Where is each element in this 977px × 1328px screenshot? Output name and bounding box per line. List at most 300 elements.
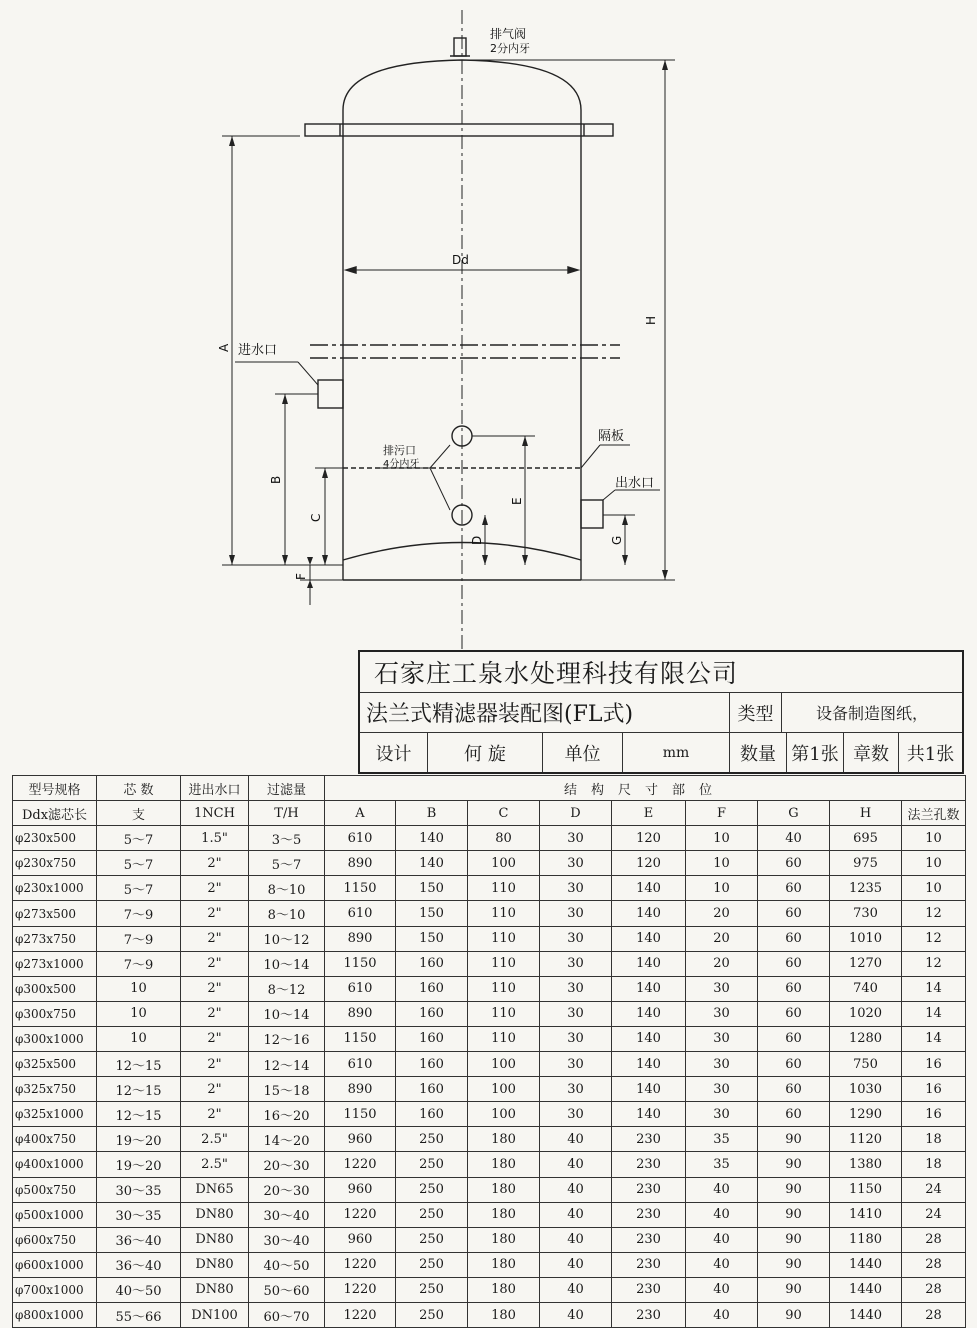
table-cell: 180 bbox=[468, 1252, 540, 1277]
table-cell: 140 bbox=[612, 1001, 686, 1026]
table-row bbox=[13, 1001, 966, 1026]
table-cell: 40 bbox=[686, 1277, 758, 1302]
table-cell: 2" bbox=[181, 851, 249, 876]
table-row bbox=[13, 1252, 966, 1277]
table-cell: 250 bbox=[396, 1227, 468, 1252]
table-cell: 890 bbox=[325, 926, 396, 951]
table-cell: 1220 bbox=[325, 1252, 396, 1277]
table-cell: 12～15 bbox=[97, 1077, 181, 1102]
inlet-label: 进水口 bbox=[238, 343, 278, 358]
table-cell: 30 bbox=[686, 1077, 758, 1102]
table-cell: 12～14 bbox=[249, 1052, 325, 1077]
header-cores: 芯 数 bbox=[97, 776, 181, 801]
table-cell: 730 bbox=[830, 901, 902, 926]
table-cell: 180 bbox=[468, 1127, 540, 1152]
table-cell: 90 bbox=[758, 1277, 830, 1302]
table-cell: 16 bbox=[902, 1077, 966, 1102]
table-cell: 250 bbox=[396, 1127, 468, 1152]
table-cell: 40 bbox=[686, 1202, 758, 1227]
table-cell: 2.5" bbox=[181, 1152, 249, 1177]
table-cell: 28 bbox=[902, 1252, 966, 1277]
table-cell: 12～15 bbox=[97, 1102, 181, 1127]
model-cell: φ325x500 bbox=[13, 1052, 97, 1077]
header-col: 法兰孔数 bbox=[902, 801, 966, 826]
table-cell: 5～7 bbox=[97, 851, 181, 876]
unit-label: 单位 bbox=[543, 733, 623, 772]
table-cell: 7～9 bbox=[97, 901, 181, 926]
table-cell: 140 bbox=[612, 951, 686, 976]
table-cell: DN80 bbox=[181, 1227, 249, 1252]
table-cell: 19～20 bbox=[97, 1152, 181, 1177]
table-cell: 140 bbox=[612, 976, 686, 1001]
table-cell: 30 bbox=[686, 976, 758, 1001]
table-cell: 230 bbox=[612, 1302, 686, 1327]
table-cell: 110 bbox=[468, 926, 540, 951]
table-cell: 30～35 bbox=[97, 1177, 181, 1202]
table-cell: 610 bbox=[325, 976, 396, 1001]
model-cell: φ700x1000 bbox=[13, 1277, 97, 1302]
table-row bbox=[13, 976, 966, 1001]
table-cell: 1410 bbox=[830, 1202, 902, 1227]
model-cell: φ400x750 bbox=[13, 1127, 97, 1152]
table-cell: 230 bbox=[612, 1277, 686, 1302]
table-cell: 230 bbox=[612, 1252, 686, 1277]
table-cell: 2" bbox=[181, 926, 249, 951]
table-cell: 695 bbox=[830, 826, 902, 851]
table-cell: 90 bbox=[758, 1202, 830, 1227]
model-cell: φ325x750 bbox=[13, 1077, 97, 1102]
table-cell: 90 bbox=[758, 1177, 830, 1202]
table-cell: 3～5 bbox=[249, 826, 325, 851]
table-cell: 110 bbox=[468, 951, 540, 976]
table-cell: 100 bbox=[468, 1077, 540, 1102]
table-cell: 150 bbox=[396, 901, 468, 926]
table-cell: 30 bbox=[540, 901, 612, 926]
header-col: Ddx滤芯长 bbox=[13, 801, 97, 826]
table-row bbox=[13, 926, 966, 951]
table-cell: 40 bbox=[686, 1302, 758, 1327]
table-cell: 160 bbox=[396, 1102, 468, 1127]
table-cell: 35 bbox=[686, 1127, 758, 1152]
table-cell: 20～30 bbox=[249, 1177, 325, 1202]
table-cell: 5～7 bbox=[249, 851, 325, 876]
table-cell: 55～66 bbox=[97, 1302, 181, 1327]
company-name: 石家庄工泉水处理科技有限公司 bbox=[360, 652, 962, 693]
table-cell: 60 bbox=[758, 926, 830, 951]
sheet-number: 第1张 bbox=[787, 733, 844, 772]
table-cell: 740 bbox=[830, 976, 902, 1001]
table-cell: 20 bbox=[686, 926, 758, 951]
table-cell: 40～50 bbox=[97, 1277, 181, 1302]
header-dimensions: 结构尺寸部位 bbox=[325, 776, 966, 801]
table-cell: 30 bbox=[540, 851, 612, 876]
table-cell: 10 bbox=[902, 876, 966, 901]
table-cell: 160 bbox=[396, 1077, 468, 1102]
table-cell: 250 bbox=[396, 1277, 468, 1302]
table-cell: 250 bbox=[396, 1177, 468, 1202]
table-cell: 30 bbox=[540, 976, 612, 1001]
table-row bbox=[13, 1202, 966, 1227]
table-cell: 230 bbox=[612, 1152, 686, 1177]
flange bbox=[305, 124, 613, 136]
header-row-1 bbox=[13, 776, 966, 801]
table-cell: 90 bbox=[758, 1227, 830, 1252]
table-cell: 180 bbox=[468, 1202, 540, 1227]
table-cell: 1020 bbox=[830, 1001, 902, 1026]
table-cell: 10 bbox=[902, 826, 966, 851]
table-cell: 80 bbox=[468, 826, 540, 851]
header-col: B bbox=[396, 801, 468, 826]
table-cell: 40 bbox=[758, 826, 830, 851]
outlet-nozzle bbox=[581, 500, 603, 528]
model-cell: φ230x1000 bbox=[13, 876, 97, 901]
table-cell: 8～10 bbox=[249, 901, 325, 926]
table-cell: 2" bbox=[181, 1026, 249, 1051]
model-cell: φ600x1000 bbox=[13, 1252, 97, 1277]
outlet-label: 出水口 bbox=[615, 476, 655, 491]
table-cell: 10 bbox=[902, 851, 966, 876]
table-cell: 30 bbox=[686, 1001, 758, 1026]
dim-b-label: B bbox=[269, 475, 283, 484]
table-cell: 975 bbox=[830, 851, 902, 876]
table-cell: 60 bbox=[758, 1026, 830, 1051]
unit-value: mm bbox=[623, 733, 730, 772]
table-cell: 16 bbox=[902, 1102, 966, 1127]
table-cell: 60～70 bbox=[249, 1302, 325, 1327]
table-cell: 100 bbox=[468, 1052, 540, 1077]
table-cell: 24 bbox=[902, 1202, 966, 1227]
header-flow: 过滤量 bbox=[249, 776, 325, 801]
table-cell: 8～10 bbox=[249, 876, 325, 901]
header-col: 支 bbox=[97, 801, 181, 826]
height-label: H bbox=[644, 315, 658, 325]
table-row bbox=[13, 1102, 966, 1127]
table-cell: 12 bbox=[902, 901, 966, 926]
table-cell: 60 bbox=[758, 901, 830, 926]
table-cell: 60 bbox=[758, 1077, 830, 1102]
drawing-title: 法兰式精滤器装配图(FL式) bbox=[360, 693, 730, 732]
table-row bbox=[13, 1227, 966, 1252]
table-cell: 2" bbox=[181, 1001, 249, 1026]
table-cell: 1280 bbox=[830, 1026, 902, 1051]
table-row bbox=[13, 1302, 966, 1327]
model-cell: φ300x500 bbox=[13, 976, 97, 1001]
table-cell: 1270 bbox=[830, 951, 902, 976]
table-cell: 140 bbox=[612, 901, 686, 926]
table-cell: 1440 bbox=[830, 1252, 902, 1277]
table-cell: 10 bbox=[686, 826, 758, 851]
table-cell: 160 bbox=[396, 1001, 468, 1026]
table-cell: 36～40 bbox=[97, 1252, 181, 1277]
table-cell: 20 bbox=[686, 951, 758, 976]
table-cell: 40～50 bbox=[249, 1252, 325, 1277]
table-cell: 40 bbox=[686, 1252, 758, 1277]
table-cell: 960 bbox=[325, 1177, 396, 1202]
vent-valve-label: 排气阀 bbox=[490, 27, 527, 41]
table-cell: 140 bbox=[612, 1077, 686, 1102]
table-cell: 180 bbox=[468, 1177, 540, 1202]
table-cell: 10～14 bbox=[249, 951, 325, 976]
table-cell: 230 bbox=[612, 1227, 686, 1252]
table-cell: 30 bbox=[540, 951, 612, 976]
table-cell: 10 bbox=[97, 1001, 181, 1026]
model-cell: φ230x750 bbox=[13, 851, 97, 876]
specification-table bbox=[12, 775, 966, 1328]
table-cell: 1150 bbox=[325, 1026, 396, 1051]
table-cell: 90 bbox=[758, 1302, 830, 1327]
table-cell: 110 bbox=[468, 1026, 540, 1051]
inlet-nozzle bbox=[318, 380, 343, 408]
table-cell: 160 bbox=[396, 951, 468, 976]
table-cell: 10 bbox=[97, 1026, 181, 1051]
table-cell: 180 bbox=[468, 1227, 540, 1252]
table-cell: 150 bbox=[396, 926, 468, 951]
table-cell: 1150 bbox=[325, 951, 396, 976]
table-cell: 2" bbox=[181, 976, 249, 1001]
table-cell: 18 bbox=[902, 1127, 966, 1152]
table-row bbox=[13, 1052, 966, 1077]
dim-e-label: E bbox=[510, 497, 524, 505]
table-cell: 1150 bbox=[325, 1102, 396, 1127]
table-cell: 30 bbox=[686, 1052, 758, 1077]
table-cell: 14 bbox=[902, 1026, 966, 1051]
chapter-label: 章数 bbox=[844, 733, 899, 772]
table-row bbox=[13, 1177, 966, 1202]
drain-label: 排污口 bbox=[383, 444, 416, 457]
table-cell: 1220 bbox=[325, 1302, 396, 1327]
dim-f-label: F bbox=[294, 573, 308, 580]
table-cell: 12～15 bbox=[97, 1052, 181, 1077]
dim-d-label: D bbox=[470, 535, 484, 545]
table-cell: 15～18 bbox=[249, 1077, 325, 1102]
table-cell: 40 bbox=[686, 1177, 758, 1202]
table-cell: 60 bbox=[758, 976, 830, 1001]
table-cell: 2" bbox=[181, 1102, 249, 1127]
table-cell: 19～20 bbox=[97, 1127, 181, 1152]
table-cell: 2" bbox=[181, 951, 249, 976]
table-cell: 60 bbox=[758, 851, 830, 876]
table-cell: 250 bbox=[396, 1202, 468, 1227]
table-cell: 40 bbox=[540, 1127, 612, 1152]
table-cell: 2.5" bbox=[181, 1127, 249, 1152]
model-cell: φ273x750 bbox=[13, 926, 97, 951]
table-cell: 160 bbox=[396, 1052, 468, 1077]
table-cell: 30 bbox=[686, 1026, 758, 1051]
model-cell: φ300x1000 bbox=[13, 1026, 97, 1051]
design-label: 设计 bbox=[360, 733, 428, 772]
table-cell: 110 bbox=[468, 976, 540, 1001]
diameter-label: Dd bbox=[452, 253, 469, 267]
table-cell: 180 bbox=[468, 1152, 540, 1177]
table-cell: 890 bbox=[325, 1077, 396, 1102]
model-cell: φ500x1000 bbox=[13, 1202, 97, 1227]
model-cell: φ273x1000 bbox=[13, 951, 97, 976]
table-cell: 140 bbox=[396, 826, 468, 851]
table-row bbox=[13, 1152, 966, 1177]
table-cell: DN65 bbox=[181, 1177, 249, 1202]
table-cell: 40 bbox=[540, 1202, 612, 1227]
table-cell: 140 bbox=[612, 1026, 686, 1051]
table-cell: DN100 bbox=[181, 1302, 249, 1327]
table-cell: 160 bbox=[396, 1026, 468, 1051]
table-cell: 18 bbox=[902, 1152, 966, 1177]
dim-c-label: C bbox=[309, 513, 323, 522]
header-col: T/H bbox=[249, 801, 325, 826]
table-cell: 140 bbox=[612, 1052, 686, 1077]
table-cell: 1220 bbox=[325, 1202, 396, 1227]
table-cell: 10～12 bbox=[249, 926, 325, 951]
table-cell: 140 bbox=[396, 851, 468, 876]
table-cell: 8～12 bbox=[249, 976, 325, 1001]
table-cell: 14～20 bbox=[249, 1127, 325, 1152]
table-cell: 30 bbox=[686, 1102, 758, 1127]
table-cell: 610 bbox=[325, 1052, 396, 1077]
table-cell: 60 bbox=[758, 1001, 830, 1026]
designer-name: 何 旋 bbox=[428, 733, 543, 772]
table-cell: 28 bbox=[902, 1302, 966, 1327]
table-cell: 250 bbox=[396, 1252, 468, 1277]
table-cell: 1120 bbox=[830, 1127, 902, 1152]
dim-a-label: A bbox=[217, 343, 231, 352]
table-cell: 60 bbox=[758, 1052, 830, 1077]
table-row bbox=[13, 826, 966, 851]
table-cell: 12 bbox=[902, 926, 966, 951]
type-label: 类型 bbox=[730, 693, 782, 732]
model-cell: φ273x500 bbox=[13, 901, 97, 926]
table-cell: DN80 bbox=[181, 1252, 249, 1277]
table-cell: 90 bbox=[758, 1252, 830, 1277]
table-cell: 1180 bbox=[830, 1227, 902, 1252]
table-cell: 890 bbox=[325, 1001, 396, 1026]
table-cell: 10 bbox=[97, 976, 181, 1001]
table-cell: 30 bbox=[540, 1026, 612, 1051]
model-cell: φ400x1000 bbox=[13, 1152, 97, 1177]
table-cell: 1.5" bbox=[181, 826, 249, 851]
table-cell: 100 bbox=[468, 1102, 540, 1127]
table-cell: 40 bbox=[540, 1227, 612, 1252]
table-cell: 40 bbox=[540, 1302, 612, 1327]
table-cell: 14 bbox=[902, 976, 966, 1001]
title-block bbox=[358, 650, 964, 774]
table-cell: 5～7 bbox=[97, 876, 181, 901]
table-cell: 40 bbox=[686, 1227, 758, 1252]
table-cell: 60 bbox=[758, 1102, 830, 1127]
type-value: 设备制造图纸， bbox=[815, 704, 928, 723]
table-cell: 960 bbox=[325, 1227, 396, 1252]
header-col: D bbox=[540, 801, 612, 826]
table-cell: 50～60 bbox=[249, 1277, 325, 1302]
table-cell: 140 bbox=[612, 926, 686, 951]
table-cell: 610 bbox=[325, 826, 396, 851]
table-cell: 610 bbox=[325, 901, 396, 926]
model-cell: φ230x500 bbox=[13, 826, 97, 851]
model-cell: φ500x750 bbox=[13, 1177, 97, 1202]
table-cell: 1150 bbox=[325, 876, 396, 901]
table-cell: 1440 bbox=[830, 1302, 902, 1327]
table-cell: 28 bbox=[902, 1227, 966, 1252]
table-row bbox=[13, 951, 966, 976]
table-row bbox=[13, 901, 966, 926]
table-cell: 7～9 bbox=[97, 926, 181, 951]
title-row bbox=[360, 693, 962, 733]
table-cell: 16～20 bbox=[249, 1102, 325, 1127]
table-cell: 30 bbox=[540, 876, 612, 901]
table-cell: 2" bbox=[181, 1077, 249, 1102]
header-row-2 bbox=[13, 801, 966, 826]
table-cell: 1440 bbox=[830, 1277, 902, 1302]
table-cell: 40 bbox=[540, 1252, 612, 1277]
table-cell: 110 bbox=[468, 876, 540, 901]
table-cell: 30～40 bbox=[249, 1202, 325, 1227]
table-row bbox=[13, 1026, 966, 1051]
table-cell: DN80 bbox=[181, 1202, 249, 1227]
header-col: C bbox=[468, 801, 540, 826]
table-row bbox=[13, 1277, 966, 1302]
vent-valve-symbol bbox=[454, 38, 466, 56]
table-cell: 90 bbox=[758, 1127, 830, 1152]
table-cell: 90 bbox=[758, 1152, 830, 1177]
table-cell: 750 bbox=[830, 1052, 902, 1077]
table-cell: 10～14 bbox=[249, 1001, 325, 1026]
table-cell: 230 bbox=[612, 1177, 686, 1202]
table-cell: 2" bbox=[181, 876, 249, 901]
table-cell: 30～35 bbox=[97, 1202, 181, 1227]
table-cell: 1220 bbox=[325, 1277, 396, 1302]
table-cell: 40 bbox=[540, 1152, 612, 1177]
table-cell: 140 bbox=[612, 876, 686, 901]
table-cell: 1010 bbox=[830, 926, 902, 951]
table-cell: 10 bbox=[686, 876, 758, 901]
info-row bbox=[360, 733, 962, 772]
model-cell: φ800x1000 bbox=[13, 1302, 97, 1327]
table-cell: 960 bbox=[325, 1127, 396, 1152]
header-col: G bbox=[758, 801, 830, 826]
table-cell: DN80 bbox=[181, 1277, 249, 1302]
table-cell: 30 bbox=[540, 1102, 612, 1127]
table-cell: 20～30 bbox=[249, 1152, 325, 1177]
model-cell: φ300x750 bbox=[13, 1001, 97, 1026]
table-cell: 1235 bbox=[830, 876, 902, 901]
table-cell: 12 bbox=[902, 951, 966, 976]
table-cell: 30 bbox=[540, 1001, 612, 1026]
table-cell: 250 bbox=[396, 1152, 468, 1177]
table-cell: 100 bbox=[468, 851, 540, 876]
table-cell: 1030 bbox=[830, 1077, 902, 1102]
table-cell: 5～7 bbox=[97, 826, 181, 851]
table-cell: 36～40 bbox=[97, 1227, 181, 1252]
table-row bbox=[13, 851, 966, 876]
model-cell: φ325x1000 bbox=[13, 1102, 97, 1127]
model-cell: φ600x750 bbox=[13, 1227, 97, 1252]
table-cell: 160 bbox=[396, 976, 468, 1001]
table-cell: 230 bbox=[612, 1202, 686, 1227]
table-cell: 20 bbox=[686, 901, 758, 926]
table-cell: 40 bbox=[540, 1277, 612, 1302]
table-cell: 120 bbox=[612, 826, 686, 851]
table-cell: 60 bbox=[758, 876, 830, 901]
table-cell: 110 bbox=[468, 901, 540, 926]
header-col: F bbox=[686, 801, 758, 826]
table-cell: 16 bbox=[902, 1052, 966, 1077]
header-col: 1NCH bbox=[181, 801, 249, 826]
header-model: 型号规格 bbox=[13, 776, 97, 801]
table-cell: 150 bbox=[396, 876, 468, 901]
table-row bbox=[13, 1077, 966, 1102]
table-cell: 7～9 bbox=[97, 951, 181, 976]
header-col: A bbox=[325, 801, 396, 826]
table-row bbox=[13, 876, 966, 901]
table-cell: 40 bbox=[540, 1177, 612, 1202]
